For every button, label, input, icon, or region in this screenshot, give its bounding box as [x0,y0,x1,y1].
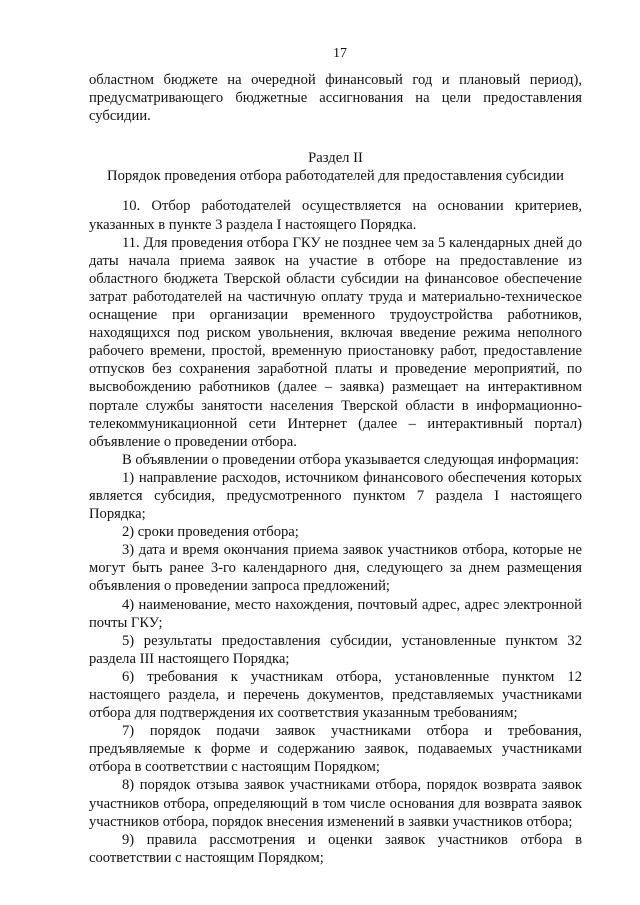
list-item-1: 1) направление расходов, источником финансового обеспечения которых является субсидия, предусмотренного пунктом 7 раздела I настоящего Порядка; [89,469,582,523]
section-title: Раздел II [308,150,363,167]
paragraph-11: 11. Для проведения отбора ГКУ не позднее чем за 5 календарных дней до даты начала приема заявок на участие в отборе на предоставление из областного бюджета Тверской области субсидии на финансовое обеспечение затрат работодателей на частичную оплату труда и материально-техническое оснащение при организации временного трудоустройства работников, находящихся под риском увольнения, включая введение режима неполного рабочего времени, простой, временную приостановку работ, предоставление отпусков без сохранения заработной платы и проведение мероприятий, по высвобождению работников (далее – заявка) размещает на интерактивном портале службы занятости населения Тверской области в информационно-телекоммуникационной сети Интернет (далее – интерактивный портал) объявление о проведении отбора. [89,234,582,450]
paragraph-10: 10. Отбор работодателей осуществляется на основании критериев, указанных в пункте 3 раздела I настоящего Порядка. [89,198,582,233]
list-item-8: 8) порядок отзыва заявок участниками отбора, порядок возврата заявок участников отбора, определяющий в том числе основания для возврата заявок участников отбора, порядок внесения изменений в заявки участников отбора; [89,777,582,830]
list-item-3: 3) дата и время окончания приема заявок участников отбора, которые не могут быть ранее 3-го календарного дня, следующего за днем размещения объявления о проведении запроса предложений; [89,542,582,595]
list-item-6: 6) требования к участникам отбора, установленные пунктом 12 настоящего раздела, и перечень документов, представляемых участниками отбора для подтверждения их соответствия указанным требованиям; [89,668,582,722]
section-subtitle: Порядок проведения отбора работодателей для предоставления субсидии [107,168,564,185]
intro-paragraph: областном бюджете на очередной финансовый год и плановый период), предусматривающего бюджетные ассигнования на цели предоставления субсидии. [89,72,582,125]
list-item-2: 2) сроки проведения отбора; [122,524,299,541]
list-item-4: 4) наименование, место нахождения, почтовый адрес, адрес электронной почты ГКУ; [89,596,582,631]
page-number: 17 [333,46,347,61]
document-body [89,71,582,867]
list-item-7: 7) порядок подачи заявок участниками отбора и требования, предъявляемые к форме и содержанию заявок, подаваемых участниками отбора в соответствии с настоящим Порядком; [89,723,582,776]
announcement-intro: В объявлении о проведении отбора указывается следующая информация: [122,451,580,468]
list-item-5: 5) результаты предоставления субсидии, установленные пунктом 32 раздела III настоящего Порядка; [89,632,582,667]
list-item-9: 9) правила рассмотрения и оценки заявок участников отбора в соответствии с настоящим Порядком; [89,831,582,866]
